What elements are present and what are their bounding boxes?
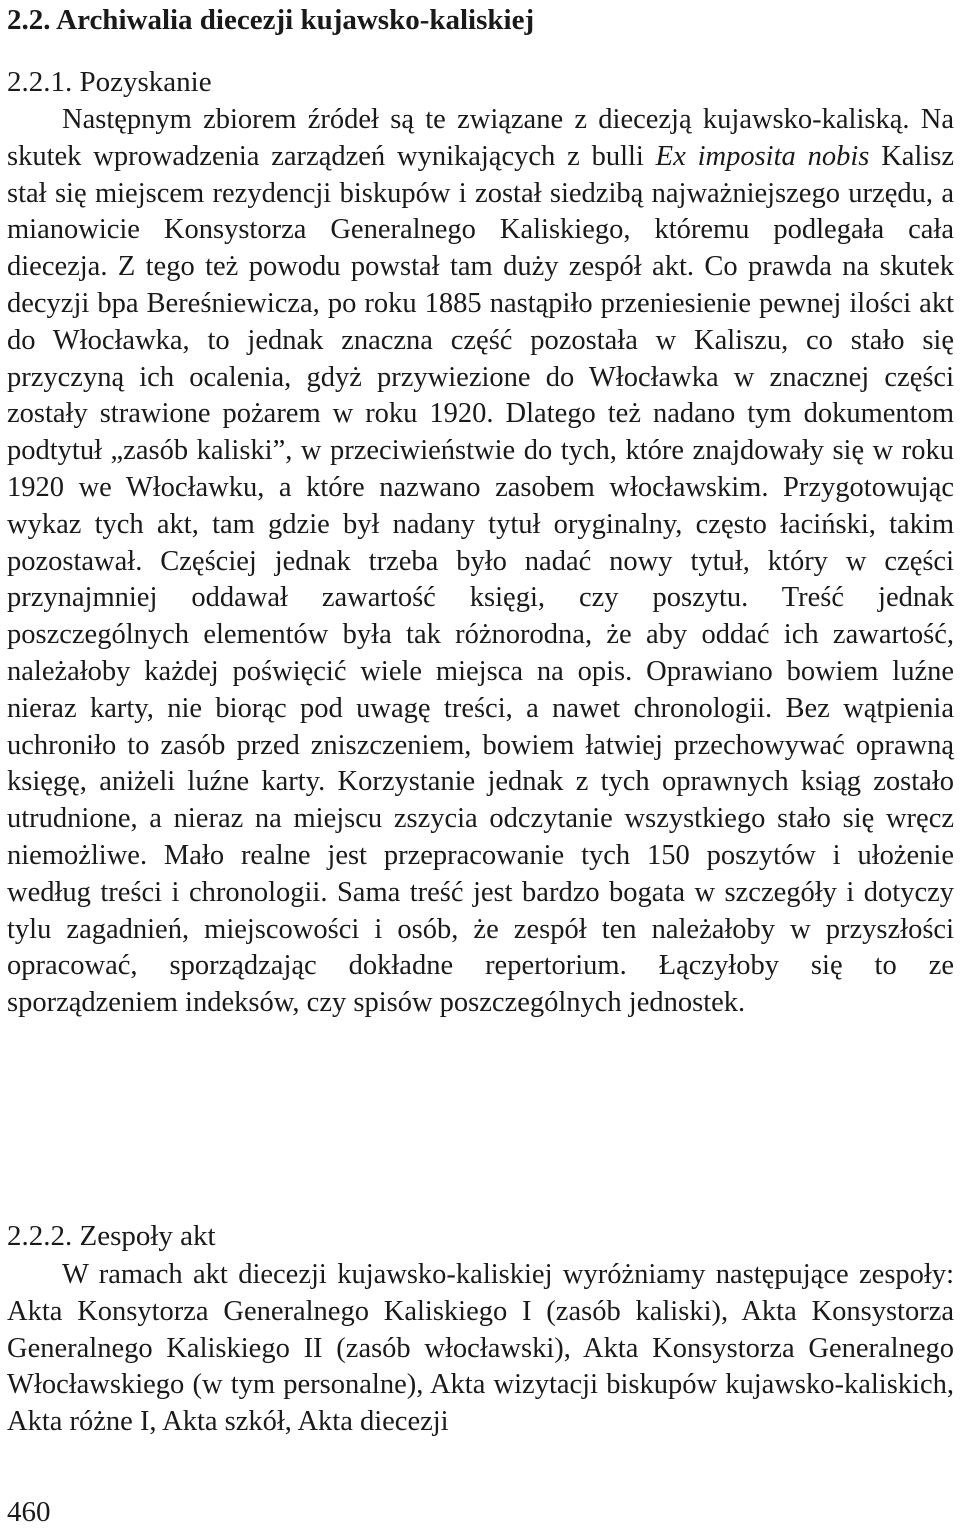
paragraph-acquisition-italic-title: Ex imposita nobis xyxy=(655,140,870,172)
page-number: 460 xyxy=(7,1496,51,1528)
paragraph-record-groups: W ramach akt diecezji kujawsko-kaliskiej wyróżniamy następujące zespoły: Akta Konsytorza Generalnego Kaliskiego I (zasób kaliski), Akta Konsystorza Generalnego Kaliskiego II (zasób włocławski), Akta Konsystorza Generalnego Włocławskiego (w tym personalne), Akta wizytacji biskupów kujawsko-kaliskich, Akta różne I, Akta szkół, Akta diecezji xyxy=(7,1259,954,1438)
paragraph-acquisition-text-end: Kalisz stał się miejscem rezydencji biskupów i został siedzibą najważniejszego urzędu, a mianowicie Konsystorza Generalnego Kaliskiego, któremu podlegała cała diecezja. Z tego też powodu powstał tam duży zespół akt. Co prawda na skutek decyzji bpa Bereśniewicza, po roku 1885 nastąpiło przeniesienie pewnej ilości akt do Włocławka, to jednak znaczna część pozostała w Kaliszu, co stało się przyczyną ich ocalenia, gdyż przywiezione do Włocławka w znacznej części zostały strawione pożarem w roku 1920. Dlatego też nadano tym dokumentom podtytuł „zasób kaliski”, w przeciwieństwie do tych, które znajdowały się w roku 1920 we Włocławku, a które nazwano zasobem włocławskim. Przygotowując wykaz tych akt, tam gdzie był nadany tytuł oryginalny, często łaciński, takim pozostawał. Częściej jednak trzeba było nadać nowy tytuł, który w części przynajmniej oddawał zawartość księgi, czy poszytu. Treść jednak poszczególnych elementów była tak różnorodna, że aby oddać ich zawartość, należałoby każdej poświęcić wiele miejsca na opis. Oprawiano bowiem luźne nieraz karty, nie biorąc pod uwagę treści, a nawet chronologii. Bez wątpienia uchroniło to zasób przed zniszczeniem, bowiem łatwiej przechowywać oprawną księgę, aniżeli luźne karty. Korzystanie jednak z tych oprawnych ksiąg zostało utrudnione, a nieraz na miejscu zszycia odczytanie wszystkiego stało się wręcz niemożliwe. Mało realne jest przepracowanie tych 150 poszytów i ułożenie według treści i chronologii. Sama treść jest bardzo bogata w szczegóły i dotyczy tylu zagadnień, miejscowości i osób, że zespół ten należałoby w przyszłości opracować, sporządzając dokładne repertorium. Łączyłoby się to ze sporządzeniem indeksów, czy spisów poszczególnych jednostek. xyxy=(7,140,955,1019)
paragraph-acquisition-text-start: Następnym zbiorem źródeł są te związane z diecezją kujawsko-kaliską. Na skutek wprowadzenia zarządzeń wynikających z bulli xyxy=(7,104,954,172)
section-heading: 2.2. Archiwalia diecezji kujawsko-kaliskiej xyxy=(7,4,535,36)
subsection-heading-record-groups: 2.2.2. Zespoły akt xyxy=(7,1220,216,1252)
paragraph-acquisition xyxy=(7,102,954,1022)
subsection-heading-acquisition: 2.2.1. Pozyskanie xyxy=(7,66,212,98)
